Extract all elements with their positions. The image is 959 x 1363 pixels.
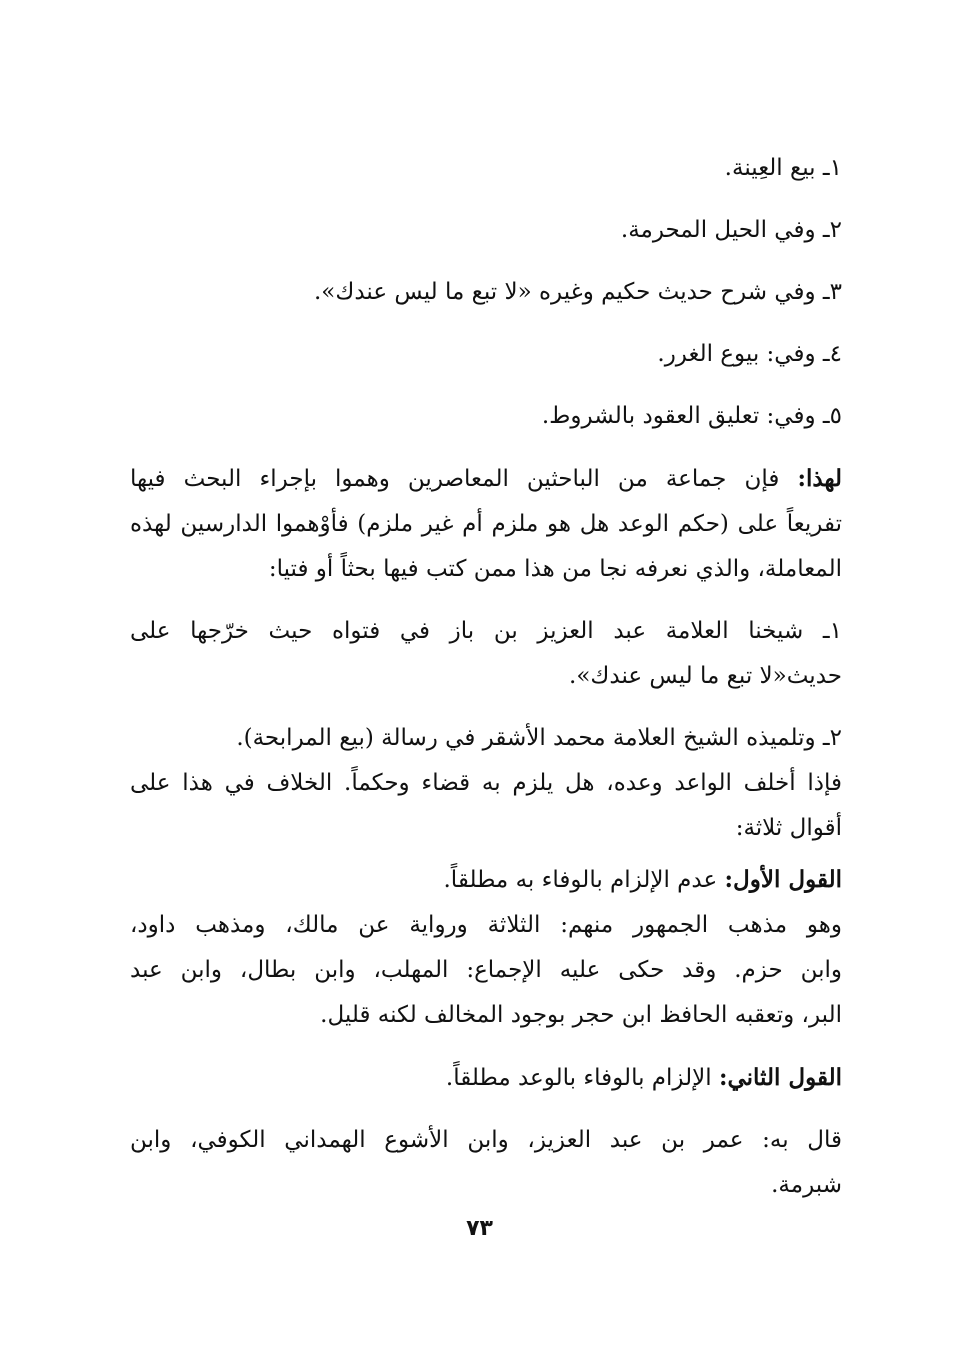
- list-item-1: ١ـ بيع العِينة.: [724, 155, 842, 181]
- first-opinion-text: عدم الإلزام بالوفاء به مطلقاً.: [443, 867, 718, 893]
- list-item-2: ٢ـ وفي الحيل المحرمة.: [620, 217, 842, 243]
- first-opinion-body-line-3: البر، وتعقبه الحافظ ابن حجر بوجود المخالف لكنه قليل.: [320, 1002, 842, 1028]
- first-opinion-label: القول الأول:: [724, 866, 842, 893]
- page-number: ٧٣: [466, 1216, 493, 1241]
- list-item-3: ٣ـ وفي شرح حديث حكيم وغيره «لا تبع ما ليس عندك».: [314, 279, 842, 305]
- second-opinion-body-line-2: شبرمة.: [771, 1172, 842, 1198]
- second-opinion-heading: [130, 1055, 842, 1101]
- page-body: [130, 146, 842, 1208]
- list-item-5: ٥ـ وفي: تعليق العقود بالشروط.: [541, 403, 842, 429]
- example-1-line-2: حديث«لا تبع ما ليس عندك».: [569, 663, 842, 689]
- first-opinion-heading: [130, 857, 842, 903]
- list-item-4: ٤ـ وفي: بيوع الغرر.: [657, 341, 842, 367]
- example-2-line-2: فإذا أخلف الواعد وعده، هل يلزم به قضاء وحكماً. الخلاف في هذا على: [130, 770, 842, 796]
- paragraph-intro-line-2: تفريعاً على (حكم الوعد هل هو ملزم أم غير ملزم) فأوْهموا الدارسين لهذه: [130, 511, 842, 537]
- second-opinion-body-line-1: قال به: عمر بن عبد العزيز، وابن الأشوع الهمداني الكوفي، وابن: [130, 1127, 842, 1153]
- second-opinion-label: القول الثاني:: [718, 1064, 842, 1091]
- example-1-line-1: ١ـ شيخنا العلامة عبد العزيز بن باز في فتواه حيث خرّجها على: [130, 618, 842, 644]
- paragraph-intro-line-3: المعاملة، والذي نعرفه نجا من هذا ممن كتب فيها بحثاً أو فتيا:: [268, 556, 842, 582]
- example-2-line-1: ٢ـ وتلميذه الشيخ العلامة محمد الأشقر في رسالة (بيع المرابحة).: [236, 725, 842, 751]
- paragraph-intro-lead: لهذا:: [797, 465, 843, 492]
- paragraph-intro-line-1: [130, 456, 842, 502]
- example-2-line-3: أقوال ثلاثة:: [735, 815, 842, 841]
- second-opinion-text: الإلزام بالوفاء بالوعد مطلقاً.: [445, 1065, 712, 1091]
- first-opinion-body-line-2: وابن حزم. وقد حكى عليه الإجماع: المهلب، وابن بطال، وابن عبد: [130, 957, 842, 983]
- first-opinion-body-line-1: وهو مذهب الجمهور منهم: الثلاثة ورواية عن مالك، ومذهب داود،: [130, 912, 842, 938]
- paragraph-intro-line-1-text: فإن جماعة من الباحثين المعاصرين وهموا بإجراء البحث فيها: [130, 466, 780, 492]
